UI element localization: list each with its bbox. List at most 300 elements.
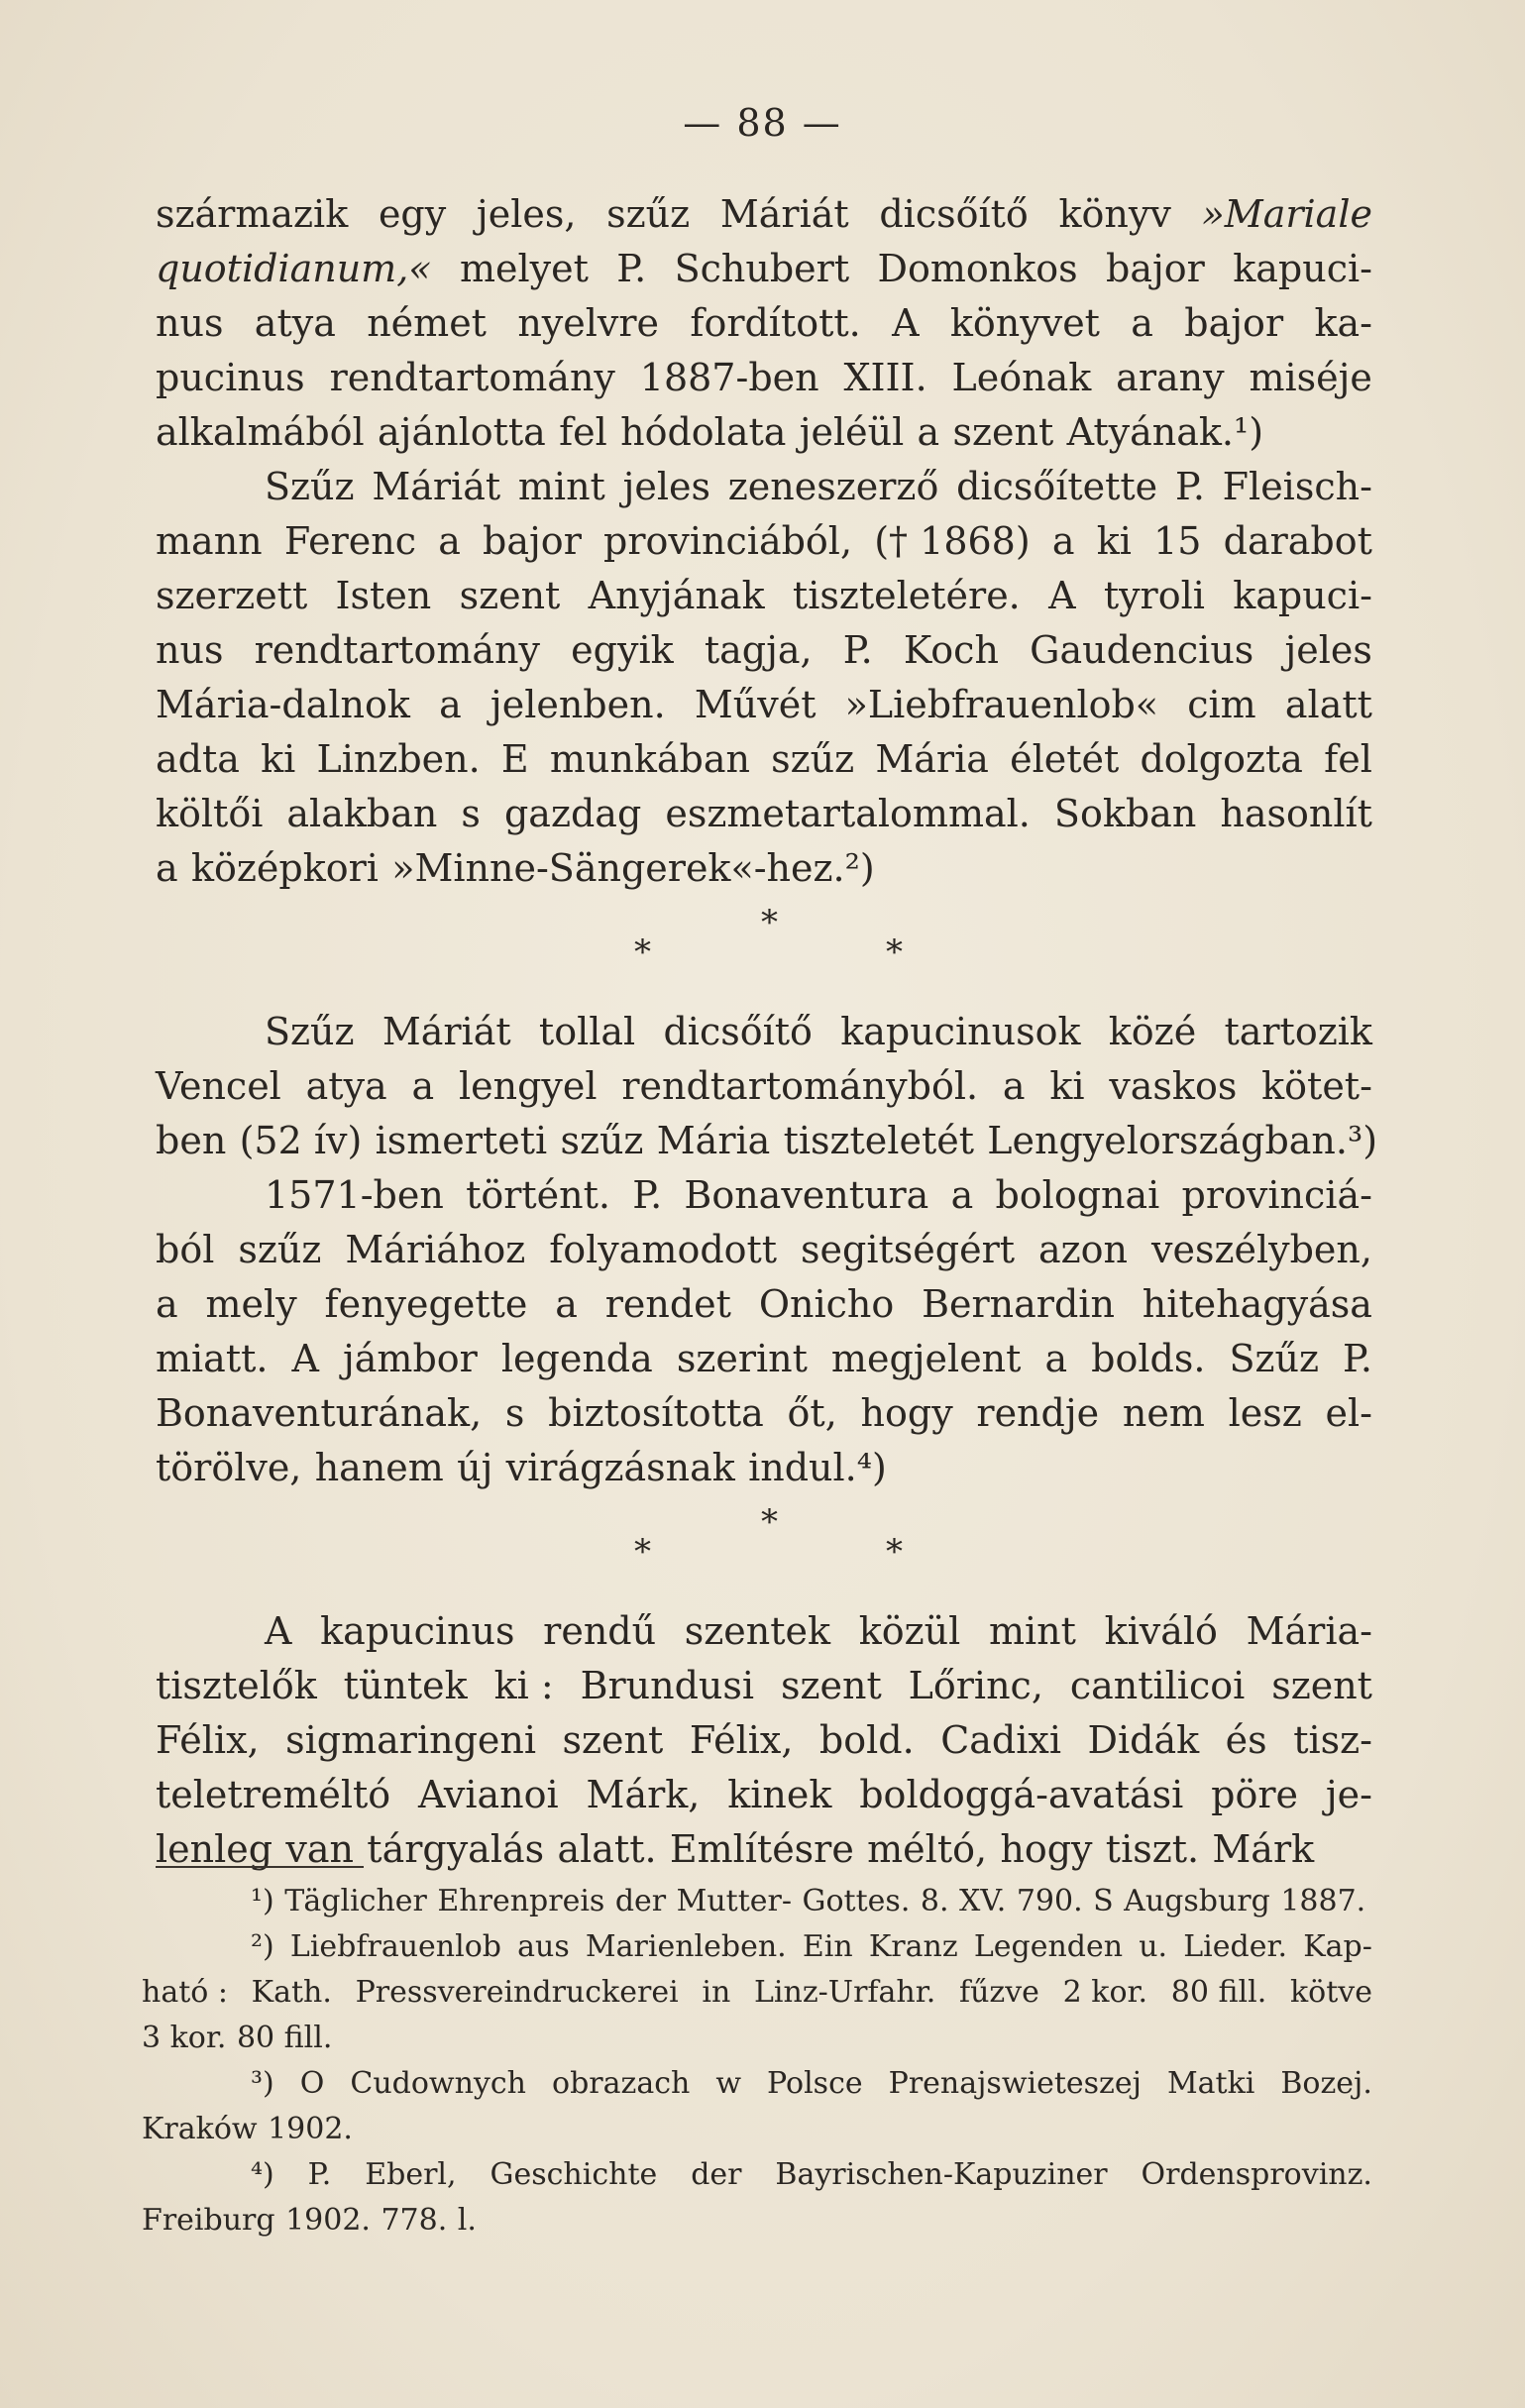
word: ⁴) [251, 2156, 274, 2192]
word: arany [1116, 355, 1225, 399]
asterisk-left: * [634, 932, 651, 972]
word: P. [632, 1172, 663, 1217]
text-line [156, 241, 1372, 295]
word: 1571-ben [265, 1172, 444, 1217]
word: bajor [1106, 246, 1205, 290]
text-line [156, 1603, 1372, 1658]
word: tartozik [1224, 1009, 1372, 1053]
word: w [715, 2065, 742, 2101]
text-line [156, 1113, 1378, 1167]
text-line [156, 513, 1372, 568]
word: fel [1324, 736, 1372, 781]
word: szentek [684, 1608, 831, 1653]
word: Anyjának [588, 573, 765, 617]
word: ¹) [251, 1883, 274, 1918]
footnote-3 [142, 2060, 1372, 2151]
word: biztosította [548, 1390, 764, 1435]
word: Bonaventura [684, 1172, 929, 1217]
word: Linz-Urfahr. [754, 1974, 936, 2010]
paragraph-2 [156, 459, 1372, 895]
text-line [156, 1167, 1372, 1222]
text-line [156, 1767, 1372, 1821]
word: 778. [381, 2202, 448, 2238]
word: nyelvre [517, 300, 660, 345]
word: származik [156, 191, 349, 236]
word: azon [1038, 1227, 1129, 1271]
word: dicsőítő [879, 191, 1029, 236]
word: legenda [500, 1336, 653, 1380]
paragraph-3 [156, 1004, 1378, 1167]
text-line [142, 1969, 1372, 2015]
word: Isten [335, 573, 432, 617]
word: szűz [238, 1227, 322, 1271]
word: 1902. [285, 2202, 371, 2238]
word: tiszteletét [783, 1118, 974, 1162]
word: Cudownych [350, 2065, 526, 2101]
word: van [285, 1826, 354, 1871]
word: ható : [142, 1974, 228, 2010]
text-line [142, 2106, 1372, 2151]
word: miséje [1249, 355, 1372, 399]
text-line [156, 1004, 1372, 1058]
word: rendtartományból. [621, 1063, 979, 1108]
text-line [156, 731, 1372, 786]
word: szűz [771, 736, 855, 781]
word: provinciá- [1181, 1172, 1372, 1217]
asterisk-left: * [634, 1532, 651, 1572]
word: egy [378, 191, 447, 236]
word: dicsőítő [663, 1009, 813, 1053]
word: (52 ív) [239, 1118, 363, 1162]
word: lengyel [458, 1063, 598, 1108]
page-number: — 88 — [683, 101, 842, 145]
word: fordított. [690, 300, 861, 345]
word: 80 fill. [1170, 1974, 1267, 2010]
word: l. [457, 2202, 477, 2238]
word: rendtartomány [254, 627, 540, 672]
word: vaskos [1109, 1063, 1238, 1108]
word: hanem [314, 1445, 444, 1489]
word: kiváló [1104, 1608, 1218, 1653]
word: boldoggá-avatási [859, 1772, 1184, 1816]
word: szent [562, 1717, 664, 1762]
word: ból [156, 1227, 215, 1271]
word: alkalmából [156, 409, 365, 454]
word: alatt. [557, 1826, 657, 1871]
word: a [156, 845, 178, 890]
word: Domonkos [877, 246, 1078, 290]
word: Bozej. [1280, 2065, 1372, 2101]
word: rendje [976, 1390, 1100, 1435]
asterisk-top: * [761, 903, 778, 942]
word: S [1093, 1883, 1114, 1918]
word: méltó, [867, 1826, 988, 1871]
text-line [156, 1712, 1372, 1767]
word: a [411, 1063, 435, 1108]
word: A [265, 1608, 292, 1653]
word: segitségért [801, 1227, 1016, 1271]
paragraph-4 [156, 1167, 1372, 1494]
word: cantilicoi [1069, 1663, 1246, 1707]
word: cim [1187, 682, 1256, 726]
word: mann [156, 518, 263, 563]
text-line [156, 295, 1372, 350]
word: szent [1271, 1663, 1372, 1707]
word: dolgozta [1140, 736, 1303, 781]
word: szerint [676, 1336, 808, 1380]
word: Bernardin [922, 1281, 1115, 1326]
word: O [299, 2065, 325, 2101]
asterisk-top: * [761, 1502, 778, 1542]
word: Brundusi [580, 1663, 755, 1707]
asterisk-right: * [886, 1532, 903, 1572]
word: 1887. [1280, 1883, 1366, 1918]
word: teletreméltó [156, 1772, 391, 1816]
word: rendtartomány [329, 355, 615, 399]
word: ²) [251, 1928, 274, 1964]
word: lenleg [156, 1826, 273, 1871]
text-line [156, 1385, 1372, 1440]
word: Täglicher [284, 1883, 427, 1918]
word: 8. [920, 1883, 949, 1918]
word: provinciából, [603, 518, 853, 563]
word: szent [459, 573, 561, 617]
word: eszmetartalommal. [665, 791, 1031, 835]
word: Mária [875, 736, 989, 781]
word: Linzben. [316, 736, 481, 781]
word: Kap- [1303, 1928, 1372, 1964]
word: könyv [1058, 191, 1171, 236]
word: Onicho [758, 1281, 895, 1326]
word: Művét [694, 682, 817, 726]
word: sigmaringeni [285, 1717, 537, 1762]
word: hitehagyása [1142, 1281, 1372, 1326]
footnotes [142, 1878, 1372, 2243]
word: kapuci- [1233, 573, 1372, 617]
word: Kranz [868, 1928, 958, 1964]
word: egyik [571, 627, 674, 672]
text-line [156, 404, 1372, 459]
word: kötve [1289, 1974, 1372, 2010]
word: quotidianum,« [156, 246, 432, 290]
word: Ein [802, 1928, 853, 1964]
word: P. [1343, 1336, 1372, 1380]
word: 80 fill. [236, 2020, 333, 2055]
word: Mária- [1246, 1608, 1372, 1653]
word: Eberl, [365, 2156, 457, 2192]
word: tisz- [1293, 1717, 1372, 1762]
word: történt. [466, 1172, 610, 1217]
word: Ferenc [283, 518, 417, 563]
text-line [156, 1058, 1372, 1113]
word: 1887-ben [639, 355, 819, 399]
word: 790. [1016, 1883, 1083, 1918]
text-line [156, 1276, 1372, 1331]
word: »Mariale [1201, 191, 1372, 236]
word: a [555, 1281, 578, 1326]
word: közül [858, 1608, 961, 1653]
word: rendet [604, 1281, 731, 1326]
word: a [438, 518, 461, 563]
word: tollal [538, 1009, 636, 1053]
word: Ehrenpreis [437, 1883, 605, 1918]
word: Schubert [674, 246, 850, 290]
word: indul.⁴) [748, 1445, 887, 1489]
word: Bonaventurának, [156, 1390, 483, 1435]
word: P. [616, 246, 647, 290]
word: Legenden [973, 1928, 1124, 1964]
word: könyvet [949, 300, 1100, 345]
word: ka- [1314, 300, 1372, 345]
word: hasonlít [1220, 791, 1372, 835]
text-line [156, 350, 1372, 404]
word: der [614, 1883, 667, 1918]
word: jelenben. [490, 682, 666, 726]
word: kinek [727, 1772, 832, 1816]
word: ki [261, 736, 296, 781]
word: »Minne-Sängerek«-hez.²) [391, 845, 875, 890]
word: dicsőítette [956, 464, 1158, 508]
word: u. [1139, 1928, 1168, 1964]
word: Máriát [719, 191, 849, 236]
word: »Liebfrauenlob« [844, 682, 1159, 726]
word: a [917, 409, 940, 454]
word: bolds. [1091, 1336, 1206, 1380]
word: kapuci- [1233, 246, 1372, 290]
word: új [457, 1445, 493, 1489]
section-separator-1 [156, 895, 1372, 1004]
text-line [142, 2015, 1372, 2060]
word: tüntek [343, 1663, 468, 1707]
word: Polsce [767, 2065, 863, 2101]
word: jámbor [342, 1336, 478, 1380]
text-line [156, 1658, 1372, 1712]
word: Gaudencius [1030, 627, 1254, 672]
word: A [1048, 573, 1076, 617]
word: 15 [1153, 518, 1202, 563]
word: őt, [787, 1390, 837, 1435]
word: 2 kor. [1062, 1974, 1148, 2010]
word: jeles [622, 464, 711, 508]
word: Cadixi [940, 1717, 1061, 1762]
word: bajor [1184, 300, 1284, 345]
word: és [1225, 1717, 1267, 1762]
word: kötet- [1261, 1063, 1372, 1108]
footnote-1 [142, 1878, 1372, 1923]
word: P. [307, 2156, 332, 2192]
word: miatt. [156, 1336, 269, 1380]
paragraph-5 [156, 1603, 1372, 1876]
word: melyet [459, 246, 589, 290]
word: tiszt. [1105, 1826, 1200, 1871]
text-line [142, 1923, 1372, 1969]
word: Koch [903, 627, 999, 672]
asterisk-right: * [886, 932, 903, 972]
word: Freiburg [142, 2202, 275, 2238]
word: Bayrischen-Kapuziner [775, 2156, 1108, 2192]
word: tiszteletére. [792, 573, 1021, 617]
word: Marienleben. [585, 1928, 787, 1964]
word: Matki [1166, 2065, 1255, 2101]
word: közé [1108, 1009, 1197, 1053]
word: nem [1122, 1390, 1205, 1435]
word: szent [780, 1663, 882, 1707]
word: bold. [818, 1717, 915, 1762]
word: Augsburg [1124, 1883, 1270, 1918]
word: E [500, 736, 529, 781]
word: Márk, [586, 1772, 701, 1816]
word: aus [517, 1928, 570, 1964]
word: P. [842, 627, 873, 672]
word: Félix, [156, 1717, 260, 1762]
footnote-divider [156, 1866, 364, 1868]
word: Említésre [669, 1826, 854, 1871]
word: életét [1010, 736, 1120, 781]
word: pöre [1211, 1772, 1299, 1816]
word: ben [156, 1118, 227, 1162]
text-line [156, 677, 1372, 731]
word: Gottes. [802, 1883, 911, 1918]
word: a [1044, 1336, 1068, 1380]
word: Geschichte [490, 2156, 658, 2192]
word: mint [988, 1608, 1076, 1653]
word: in [702, 1974, 731, 2010]
word: hódolata [620, 409, 787, 454]
word: ki [1096, 518, 1132, 563]
word: adta [156, 736, 240, 781]
footnote-4 [142, 2151, 1372, 2243]
word: zeneszerző [727, 464, 939, 508]
word: kapucinus [320, 1608, 515, 1653]
word: fel [559, 409, 607, 454]
word: gazdag [503, 791, 642, 835]
word: Vencel [156, 1063, 281, 1108]
text-line [156, 1331, 1372, 1385]
word: Kath. [251, 1974, 332, 2010]
word: XV. [958, 1883, 1007, 1918]
word: Máriát [372, 464, 501, 508]
word: ki [1049, 1063, 1085, 1108]
word: középkori [190, 845, 379, 890]
word: Félix, [689, 1717, 794, 1762]
word: s [461, 791, 481, 835]
word: tárgyalás [367, 1826, 545, 1871]
word: fűzve [959, 1974, 1039, 2010]
word: lesz [1228, 1390, 1302, 1435]
word: szűz [606, 191, 691, 236]
word: szerzett [156, 573, 308, 617]
word: atya [254, 300, 336, 345]
word: megjelent [830, 1336, 1022, 1380]
text-line [156, 1222, 1372, 1276]
text-line [142, 2151, 1372, 2197]
text-line [156, 840, 1372, 895]
word: Mária [656, 1118, 771, 1162]
word: munkában [549, 736, 750, 781]
text-line [156, 186, 1372, 241]
word: obrazach [552, 2065, 691, 2101]
word: pucinus [156, 355, 305, 399]
word: Prenajswieteszej [888, 2065, 1142, 2101]
word: Lengyelországban.³) [987, 1118, 1378, 1162]
word: jeléül [799, 409, 905, 454]
word: 1902. [268, 2111, 353, 2146]
text-line [142, 2197, 1372, 2243]
word: mint [517, 464, 605, 508]
text-line [156, 568, 1372, 622]
word: a [950, 1172, 974, 1217]
word: német [367, 300, 487, 345]
word: P. [1174, 464, 1205, 508]
word: a [1051, 518, 1075, 563]
word: der [691, 2156, 742, 2192]
word: a [156, 1281, 178, 1326]
text-line [142, 1878, 1372, 1923]
word: Kraków [142, 2111, 258, 2146]
word: Máriához [345, 1227, 526, 1271]
word: Sokban [1053, 791, 1197, 835]
word: törölve, [156, 1445, 302, 1489]
word: el- [1325, 1390, 1372, 1435]
word: tyroli [1103, 573, 1205, 617]
word: kapucinusok [840, 1009, 1081, 1053]
word: s [504, 1390, 525, 1435]
word: jeles [1284, 627, 1372, 672]
paragraph-1 [156, 186, 1372, 459]
word: bajor [483, 518, 582, 563]
word: Mutter- [676, 1883, 793, 1918]
word: Szűz [265, 464, 355, 508]
word: tisztelők [156, 1663, 317, 1707]
word: alatt [1284, 682, 1372, 726]
word: virágzásnak [505, 1445, 735, 1489]
word: szűz [560, 1118, 644, 1162]
word: Didák [1087, 1717, 1200, 1762]
word: költői [156, 791, 264, 835]
word: darabot [1223, 518, 1372, 563]
main-text [156, 186, 1378, 1876]
text-line [156, 622, 1372, 677]
word: ismerteti [375, 1118, 548, 1162]
word: Avianoi [418, 1772, 559, 1816]
word: a [1002, 1063, 1026, 1108]
word: Máriát [381, 1009, 511, 1053]
word: Szűz [265, 1009, 355, 1053]
text-line [156, 459, 1372, 513]
word: ajánlotta [378, 409, 546, 454]
footnote-2 [142, 1923, 1372, 2060]
word: ³) [251, 2065, 274, 2101]
word: szent [952, 409, 1054, 454]
word: hogy [860, 1390, 953, 1435]
word: A [892, 300, 920, 345]
word: fenyegette [324, 1281, 528, 1326]
word: († 1868) [874, 518, 1031, 563]
word: bolognai [995, 1172, 1160, 1217]
word: Lőrinc, [908, 1663, 1043, 1707]
text-line [156, 786, 1372, 840]
word: ki : [493, 1663, 554, 1707]
word: a [439, 682, 462, 726]
word: 3 kor. [142, 2020, 227, 2055]
word: Pressvereindruckerei [355, 1974, 679, 2010]
word: je- [1325, 1772, 1372, 1816]
word: Mária-dalnok [156, 682, 410, 726]
word: atya [305, 1063, 387, 1108]
word: Lieder. [1183, 1928, 1288, 1964]
word: Fleisch- [1222, 464, 1372, 508]
word: Liebfrauenlob [289, 1928, 501, 1964]
